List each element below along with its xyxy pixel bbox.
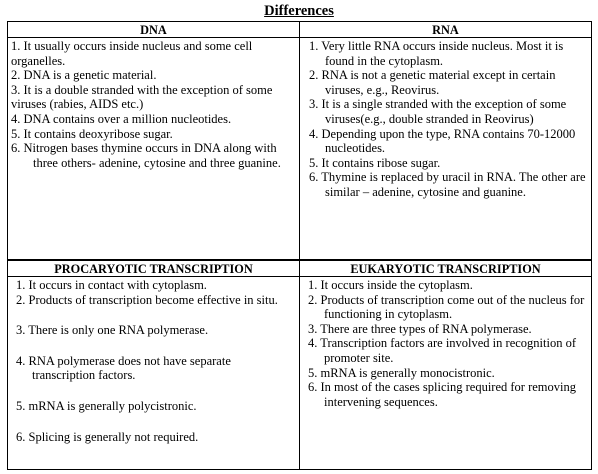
list-item: 5. mRNA is generally polycistronic. — [16, 398, 197, 413]
list-item: 5. It contains ribose sugar. — [309, 155, 441, 170]
dna-cell — [8, 38, 300, 260]
list-item: 4. DNA contains over a million nucleotides. — [11, 111, 232, 126]
list-item: 6. Nitrogen bases thymine occurs in DNA along with three others- adenine, cytosine and three guanine. — [11, 141, 281, 170]
procaryotic-header: PROCARYOTIC TRANSCRIPTION — [8, 261, 300, 277]
list-item: 1. Very little RNA occurs inside nucleus. Most it is found in the cytoplasm. — [309, 39, 564, 68]
transcription-table — [7, 260, 592, 470]
dna-rna-table — [7, 21, 592, 260]
list-item: 3. There are three types of RNA polymerase. — [308, 321, 532, 336]
title-text: Differences — [264, 3, 334, 19]
rna-header: RNA — [300, 22, 592, 38]
list-item: 2. RNA is not a genetic material except in certain viruses, e.g., Reovirus. — [309, 68, 556, 97]
list-item: 1. It usually occurs inside nucleus and some cell organelles. — [11, 39, 253, 68]
list-item: 5. mRNA is generally monocistronic. — [308, 365, 495, 380]
eukaryotic-cell — [300, 277, 592, 470]
page-title — [0, 3, 598, 20]
list-item: 3. It is a double stranded with the exception of some viruses (rabies, AIDS etc.) — [11, 82, 273, 112]
list-item: 4. RNA polymerase does not have separate transcription factors. — [16, 353, 231, 383]
list-item: 2. Products of transcription come out of the nucleus for functioning in cytoplasm. — [308, 292, 585, 322]
list-item: 5. It contains deoxyribose sugar. — [11, 126, 173, 141]
list-item: 6. Splicing is generally not required. — [16, 429, 199, 444]
list-item: 1. It occurs inside the cytoplasm. — [308, 278, 473, 292]
list-item: 1. It occurs in contact with cytoplasm. — [16, 278, 207, 292]
list-item: 3. There is only one RNA polymerase. — [16, 323, 209, 338]
list-item: 2. DNA is a genetic material. — [11, 68, 157, 83]
procaryotic-cell — [8, 277, 300, 470]
rna-cell — [300, 38, 592, 260]
dna-header: DNA — [8, 22, 300, 38]
list-item: 4. Transcription factors are involved in recognition of promoter site. — [308, 336, 576, 365]
list-item: 4. Depending upon the type, RNA contains 70-12000 nucleotides. — [309, 126, 576, 156]
eukaryotic-header: EUKARYOTIC TRANSCRIPTION — [300, 261, 592, 277]
list-item: 3. It is a single stranded with the exception of some viruses(e.g., double stranded in Reovirus) — [309, 97, 567, 126]
list-item: 2. Products of transcription become effective in situ. — [16, 292, 278, 307]
list-item: 6. Thymine is replaced by uracil in RNA. The other are similar – adenine, cytosine and guanine. — [309, 170, 586, 199]
list-item: 6. In most of the cases splicing required for removing intervening sequences. — [308, 380, 576, 409]
